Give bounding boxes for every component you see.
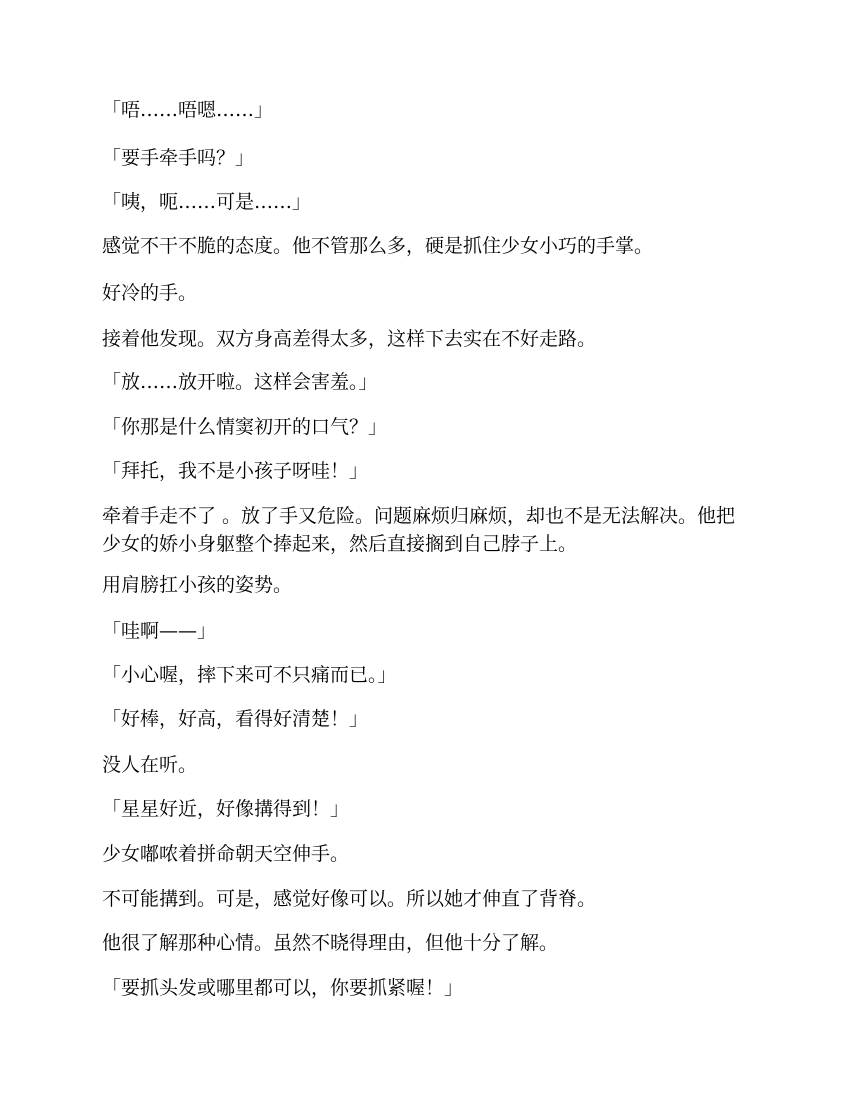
paragraph: 「要手牵手吗？」 bbox=[102, 147, 255, 169]
paragraph: 少女嘟哝着拼命朝天空伸手。 bbox=[102, 843, 350, 865]
paragraph: 接着他发现。双方身高差得太多，这样下去实在不好走路。 bbox=[102, 328, 597, 350]
paragraph: 「咦，呃……可是……」 bbox=[102, 191, 312, 213]
paragraph: 「哇啊——」 bbox=[102, 620, 217, 642]
paragraph: 「好棒，好高，看得好清楚！」 bbox=[102, 708, 369, 730]
paragraph: 他很了解那种心情。虽然不晓得理由，但他十分了解。 bbox=[102, 932, 559, 954]
paragraph: 「要抓头发或哪里都可以，你要抓紧喔！」 bbox=[102, 977, 464, 999]
paragraph: 「放……放开啦。这样会害羞。」 bbox=[102, 371, 378, 393]
paragraph: 没人在听。 bbox=[102, 754, 198, 776]
paragraph: 牵着手走不了 。放了手又危险。问题麻烦归麻烦，却也不是无法解决。他把少女的娇小身躯整个捧起来，然后直接搁到自己脖子上。 bbox=[102, 505, 736, 555]
paragraph: 感觉不干不脆的态度。他不管那么多，硬是抓住少女小巧的手掌。 bbox=[102, 235, 654, 257]
paragraph: 用肩膀扛小孩的姿势。 bbox=[102, 574, 293, 596]
paragraph: 「小心喔，摔下来可不只痛而已。」 bbox=[102, 664, 397, 686]
paragraph: 好冷的手。 bbox=[102, 282, 198, 304]
paragraph: 「星星好近，好像搆得到！」 bbox=[102, 798, 350, 820]
paragraph: 不可能搆到。可是，感觉好像可以。所以她才伸直了背脊。 bbox=[102, 888, 597, 910]
paragraph: 「唔……唔嗯……」 bbox=[102, 99, 274, 121]
paragraph: 「拜托，我不是小孩子呀哇！」 bbox=[102, 460, 369, 482]
paragraph: 「你那是什么情窦初开的口气？」 bbox=[102, 416, 388, 438]
